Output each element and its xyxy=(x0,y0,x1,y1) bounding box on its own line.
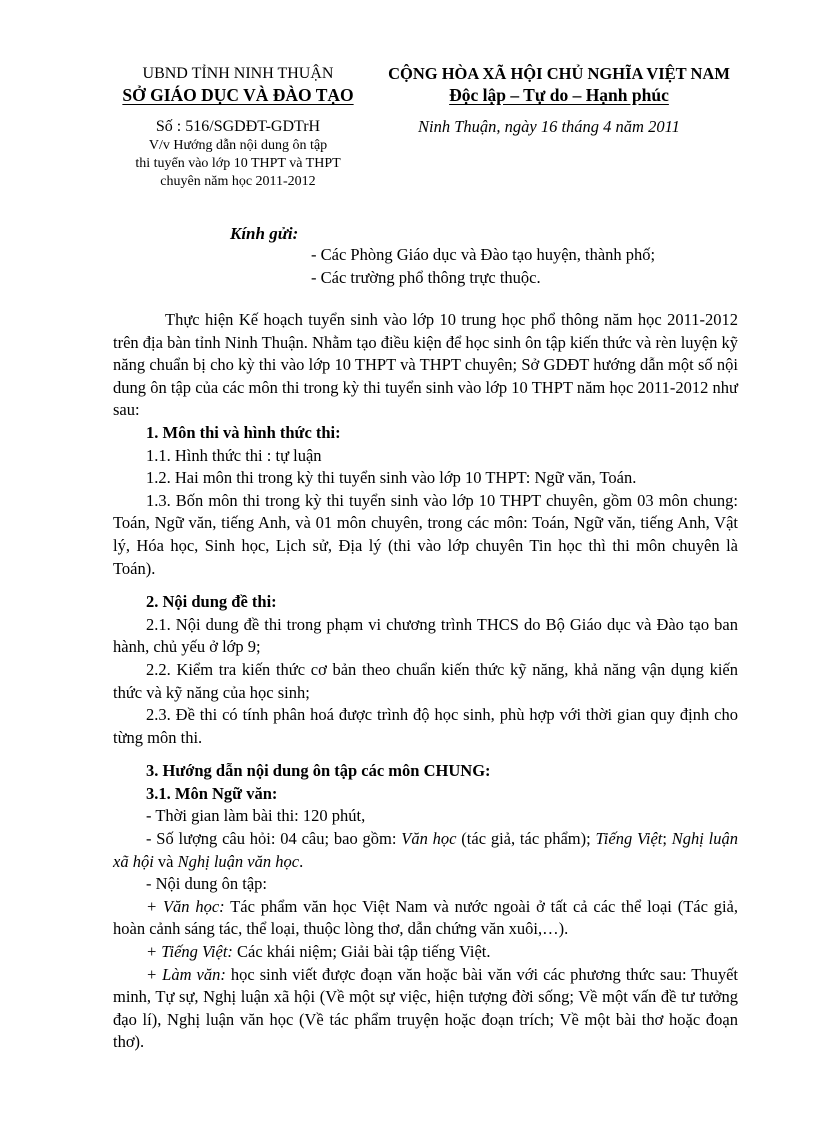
text-run: Các khái niệm; Giải bài tập tiếng Việt. xyxy=(232,942,491,962)
section-heading: 2. Nội dung đề thi: xyxy=(146,592,277,612)
text-run: học sinh viết được đoạn văn hoặc bài văn với các phương thức sau: Thuyết minh, Tự sự, Nghị luận xã hội (Về một sự việc, hiện tượng đời sống; Về một vấn đề tư tưởng đạo lí), Nghị luận văn học (Về tác phẩm truyện hoặc đoạn trích; Về một bài thơ hoặc đoạn thơ). xyxy=(113,964,738,1052)
document-subject xyxy=(98,137,378,191)
body-paragraph: 1.1. Hình thức thi : tự luận xyxy=(146,445,322,465)
subject-line: V/v Hướng dẫn nội dung ôn tập xyxy=(148,138,328,153)
national-motto: Độc lập – Tự do – Hạnh phúc xyxy=(449,85,669,105)
subject-line: chuyên năm học 2011-2012 xyxy=(160,174,316,189)
body-paragraph: 2.1. Nội dung đề thi trong phạm vi chương trình THCS do Bộ Giáo dục và Đào tạo ban hành, chủ yếu ở lớp 9; xyxy=(113,614,738,657)
body-paragraph: 2.3. Đề thi có tính phân hoá được trình độ học sinh, phù hợp với thời gian quy định cho từng môn thi. xyxy=(113,705,738,747)
section-heading: 1. Môn thi và hình thức thi: xyxy=(146,422,341,442)
body-paragraph xyxy=(113,828,738,873)
section-heading: 3. Hướng dẫn nội dung ôn tập các môn CHUNG: xyxy=(146,761,491,781)
parent-organization: UBND TỈNH NINH THUẬN xyxy=(142,65,334,82)
text-run: - Số lượng câu hỏi: 04 câu; bao gồm: xyxy=(146,829,402,849)
italic-term: + Làm văn: xyxy=(146,964,226,984)
subsection-heading: 3.1. Môn Ngữ văn: xyxy=(146,783,278,803)
italic-term: Nghị luận văn học xyxy=(177,851,300,871)
salutation-label: Kính gửi: xyxy=(230,224,299,243)
text-run: ; xyxy=(662,829,672,849)
body-paragraph xyxy=(113,941,738,964)
intro-paragraph: Thực hiện Kế hoạch tuyển sinh vào lớp 10 trung học phổ thông năm học 2011-2012 trên địa bàn tỉnh Ninh Thuận. Nhằm tạo điều kiện để học sinh ôn tập kiến thức và rèn luyện kỹ năng chuẩn bị cho kỳ thi vào lớp 10 THPT và THPT chuyên; Sở GDĐT hướng dẫn một số nội dung ôn tập của các môn thi trong kỳ thi tuyển sinh vào lớp 10 THPT năm học 2011-2012 như sau: xyxy=(113,310,738,420)
italic-term: + Tiếng Việt: xyxy=(146,942,233,962)
recipient-item: - Các Phòng Giáo dục và Đào tạo huyện, thành phố; xyxy=(311,245,656,264)
italic-term: + Văn học: xyxy=(146,896,225,916)
republic-name: CỘNG HÒA XÃ HỘI CHỦ NGHĨA VIỆT NAM xyxy=(388,64,730,83)
document-number: Số : 516/SGDĐT-GDTrH xyxy=(155,118,321,135)
recipient-list xyxy=(311,243,655,289)
body-paragraph xyxy=(113,896,738,941)
text-run: . xyxy=(299,851,304,871)
recipient-item: - Các trường phổ thông trực thuộc. xyxy=(311,268,541,287)
text-run: và xyxy=(153,851,178,871)
document-body xyxy=(113,309,738,1054)
text-run: Tác phẩm văn học Việt Nam và nước ngoài ở tất cả các thể loại (Tác giả, hoàn cảnh sáng tác, thể loại, thuộc lòng thơ, dẫn chứng văn xuôi,…). xyxy=(113,896,739,939)
text-run: (tác giả, tác phẩm); xyxy=(456,829,596,849)
italic-term: Tiếng Việt xyxy=(595,829,663,849)
italic-term: Văn học xyxy=(401,829,457,849)
body-paragraph: 1.2. Hai môn thi trong kỳ thi tuyển sinh vào lớp 10 THPT: Ngữ văn, Toán. xyxy=(146,468,637,488)
body-paragraph: 2.2. Kiểm tra kiến thức cơ bản theo chuẩn kiến thức kỹ năng, khả năng vận dụng kiến thức và kỹ năng của học sinh; xyxy=(113,659,738,702)
subject-line: thi tuyển vào lớp 10 THPT và THPT xyxy=(135,156,341,171)
issuing-organization: SỞ GIÁO DỤC VÀ ĐÀO TẠO xyxy=(122,85,354,105)
body-paragraph: - Nội dung ôn tập: xyxy=(146,874,267,894)
body-paragraph xyxy=(113,964,738,1054)
body-paragraph: - Thời gian làm bài thi: 120 phút, xyxy=(146,806,366,826)
national-heading xyxy=(364,64,754,107)
place-date: Ninh Thuận, ngày 16 tháng 4 năm 2011 xyxy=(418,117,680,136)
body-paragraph: 1.3. Bốn môn thi trong kỳ thi tuyển sinh vào lớp 10 THPT chuyên, gồm 03 môn chung: Toán, Ngữ văn, tiếng Anh, và 01 môn chuyên, trong các môn: Toán, Ngữ văn, tiếng Anh, Vật lý, Hóa học, Sinh học, Lịch sử, Địa lý (thi vào lớp chuyên Tin học thì thi môn chuyên là Toán). xyxy=(113,490,738,578)
italic-term: Nghị luận xã hội xyxy=(113,829,738,871)
issuer-block xyxy=(98,64,378,191)
